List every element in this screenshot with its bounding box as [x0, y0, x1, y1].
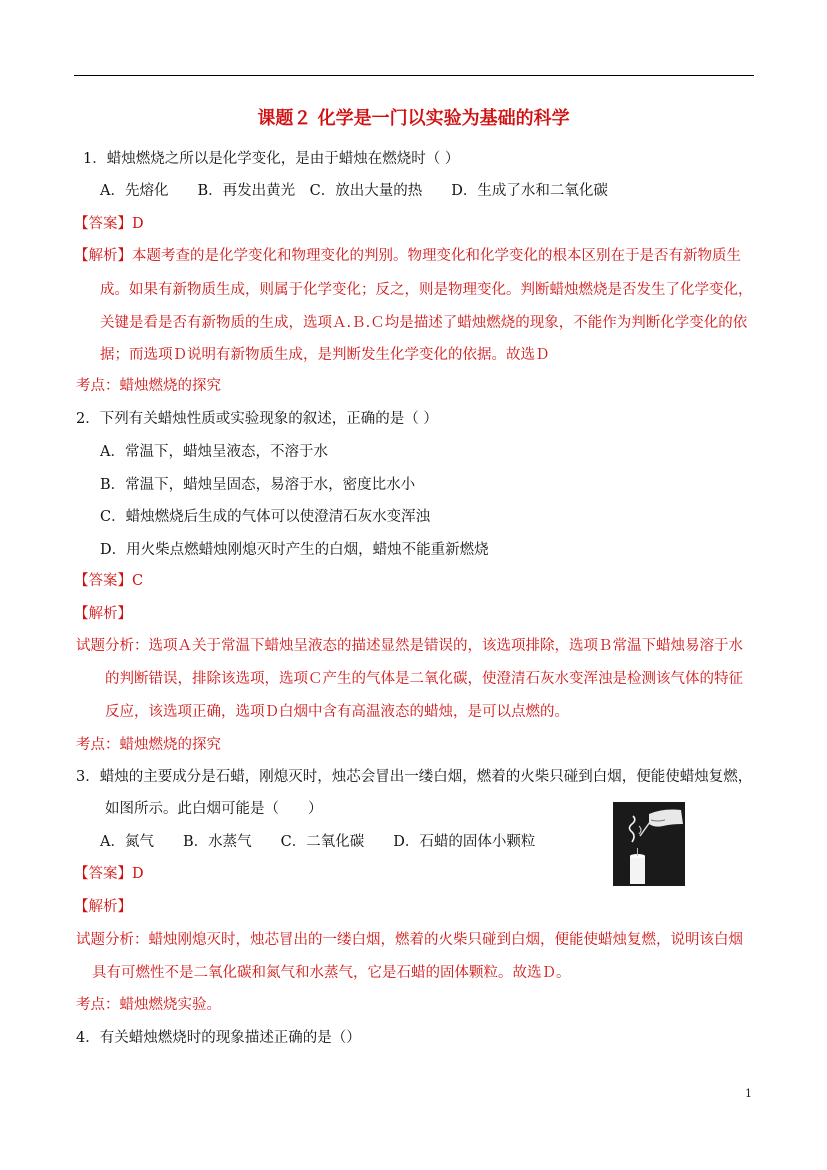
q2-jiexi-label: 【解析】 [74, 606, 132, 622]
q1-analysis-line: 【解析】本题考查的是化学变化和物理变化的判别。物理变化和化学变化的根本区别在于是否有新物质生 [74, 248, 741, 264]
q2-option-b: B．常温下，蜡烛呈固态，易溶于水，密度比水小 [100, 477, 416, 493]
q3-analysis-line: 具有可燃性不是二氧化碳和氮气和水蒸气，它是石蜡的固体颗粒。故选Ｄ。 [92, 965, 571, 981]
page-title: 课题２ 化学是一门以实验为基础的科学 [257, 108, 570, 129]
q1-analysis-line: 成。如果有新物质生成，则属于化学变化；反之，则是物理变化。判断蜡烛燃烧是否发生了化学变化， [100, 282, 753, 298]
q2-stem: 2．下列有关蜡烛性质或实验现象的叙述，正确的是（ ） [76, 411, 438, 427]
q3-jiexi-label: 【解析】 [74, 899, 132, 915]
q2-analysis-line: 反应，该选项正确，选项Ｄ白烟中含有高温液态的蜡烛，是可以点燃的。 [105, 704, 569, 720]
q1-answer: 【答案】D [74, 216, 144, 232]
q1-analysis-line: 据；而选项Ｄ说明有新物质生成，是判断发生化学变化的依据。故选Ｄ [100, 347, 550, 363]
q2-option-a: A．常温下，蜡烛呈液态，不溶于水 [100, 444, 328, 460]
q2-kaodian: 考点：蜡烛燃烧的探究 [76, 737, 221, 753]
q1-options: A．先熔化 B．再发出黄光 C．放出大量的热 D．生成了水和二氧化碳 [100, 183, 608, 199]
q4-stem: 4．有关蜡烛燃烧时的现象描述正确的是（） [76, 1030, 361, 1046]
page-number: 1 [745, 1087, 752, 1100]
q2-analysis-line: 的判断错误，排除该选项，选项Ｃ产生的气体是二氧化碳，使澄清石灰水变浑浊是检测该气体的特征 [105, 671, 743, 687]
q2-answer: 【答案】C [74, 573, 144, 589]
q1-stem: 1．蜡烛燃烧之所以是化学变化，是由于蜡烛在燃烧时（ ） [83, 151, 460, 167]
candle-smoke-figure [613, 802, 685, 886]
candle-smoke-illustration [613, 802, 685, 886]
q2-analysis-line: 试题分析：选项Ａ关于常温下蜡烛呈液态的描述显然是错误的，该选项排除，选项Ｂ常温下蜡烛易溶于水 [76, 638, 743, 654]
q3-answer: 【答案】D [74, 866, 144, 882]
q2-option-c: C．蜡烛燃烧后生成的气体可以使澄清石灰水变浑浊 [100, 509, 431, 525]
q1-analysis-line: 关键是看是否有新物质的生成，选项Ａ.Ｂ.Ｃ均是描述了蜡烛燃烧的现象，不能作为判断化学变化的依 [100, 315, 748, 331]
q3-stem-line: 3．蜡烛的主要成分是石蜡，刚熄灭时，烛芯会冒出一缕白烟，燃着的火柴只碰到白烟，便能使蜡烛复燃， [76, 769, 753, 785]
q3-options: A．氮气 B．水蒸气 C．二氧化碳 D．石蜡的固体小颗粒 [100, 834, 536, 850]
q2-option-d: D．用火柴点燃蜡烛刚熄灭时产生的白烟，蜡烛不能重新燃烧 [100, 542, 489, 558]
q3-stem-line: 如图所示。此白烟可能是（ ） [105, 801, 323, 817]
header-rule [74, 75, 754, 76]
q3-analysis-line: 试题分析：蜡烛刚熄灭时，烛芯冒出的一缕白烟，燃着的火柴只碰到白烟，便能使蜡烛复燃，说明该白烟 [76, 932, 743, 948]
q3-kaodian: 考点：蜡烛燃烧实验。 [76, 997, 221, 1013]
q1-kaodian: 考点：蜡烛燃烧的探究 [76, 378, 221, 394]
